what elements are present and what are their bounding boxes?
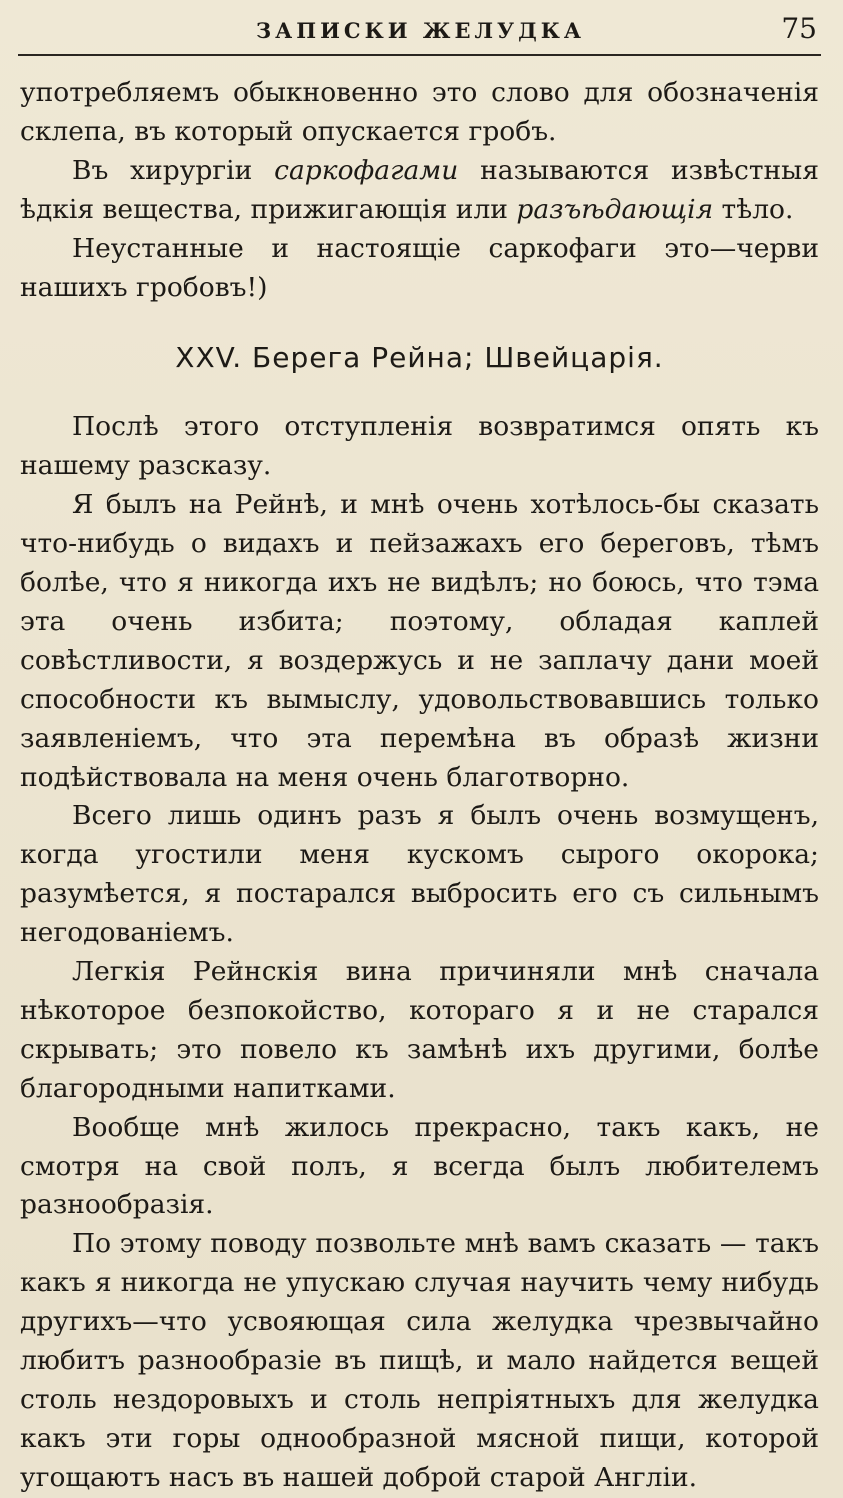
header-rule bbox=[18, 54, 821, 56]
running-title: ЗАПИСКИ ЖЕЛУДКА bbox=[256, 18, 585, 43]
chapter-heading: XXV. Берега Рейна; Швейцарія. bbox=[175, 341, 664, 375]
page-number: 75 bbox=[781, 12, 817, 45]
paragraph-2-part-e: тѣло. bbox=[713, 193, 794, 225]
paragraph-3: Неустанные и настоящіе саркофаги это—черви нашихъ гробовъ!) bbox=[20, 232, 819, 303]
paragraph-9: По этому поводу позвольте мнѣ вамъ сказать — такъ какъ я никогда не упускаю случая научить чему нибудь другихъ—что усвояющая сила желудка чрезвычайно любитъ разнообразіе въ пищѣ, и мало найдется вещей столь нездоровыхъ и столь непріятныхъ для желудка какъ эти горы однообразной мясной пищи, которой угощаютъ насъ въ нашей доброй старой Англіи. bbox=[20, 1228, 819, 1493]
body-text bbox=[20, 74, 819, 1498]
paragraph-7: Легкія Рейнскія вина причиняли мнѣ сначала нѣкоторое безпокойство, котораго я и не старался скрывать; это повело къ замѣнѣ ихъ другими, болѣе благородными напитками. bbox=[20, 956, 819, 1104]
paragraph-4: Послѣ этого отступленія возвратимся опять къ нашему разсказу. bbox=[20, 411, 819, 482]
term-sarcophagi: саркофагами bbox=[274, 154, 459, 186]
page-header bbox=[18, 10, 823, 50]
term-corroding: разъѣдающія bbox=[516, 193, 714, 225]
paragraph-5: Я былъ на Рейнѣ, и мнѣ очень хотѣлось-бы сказать что-нибудь о видахъ и пейзажахъ его береговъ, тѣмъ болѣе, что я никогда ихъ не видѣлъ; но боюсь, что тэма эта очень избита; поэтому, обладая каплей совѣстливости, я воздержусь и не заплачу дани моей способности къ вымыслу, удовольствовавшись только заявленіемъ, что эта перемѣна въ образѣ жизни подѣйствовала на меня очень благотворно. bbox=[20, 489, 819, 793]
paragraph-2-part-a: Въ хирургіи bbox=[72, 154, 275, 186]
paragraph-2-part-c: называются извѣстныя ѣдкія вещества, прижигающія или bbox=[20, 154, 819, 225]
paragraph-1: употребляемъ обыкновенно это слово для обозначенія склепа, въ который опускается гробъ. bbox=[20, 77, 819, 147]
paragraph-2 bbox=[20, 152, 819, 230]
paragraph-8: Вообще мнѣ жилось прекрасно, такъ какъ, не смотря на свой полъ, я всегда былъ любителемъ разнообразія. bbox=[20, 1111, 819, 1221]
paragraph-6: Всего лишь одинъ разъ я былъ очень возмущенъ, когда угостили меня кускомъ сырого окорока; разумѣется, я постарался выбросить его съ сильнымъ негодованіемъ. bbox=[20, 800, 819, 949]
